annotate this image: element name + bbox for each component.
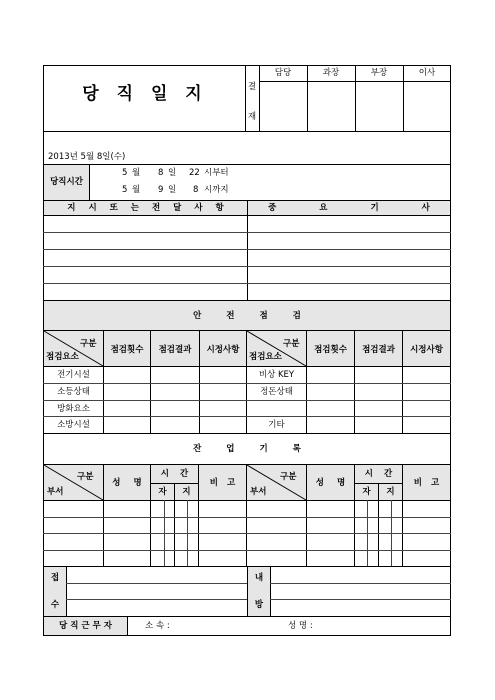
duty-end-day[interactable]: 9 <box>158 185 164 195</box>
safety-col-fix-right: 시정사항 <box>410 345 443 355</box>
visit-area[interactable] <box>271 567 451 616</box>
page-title: 당 직 일 지 <box>82 84 208 104</box>
overtime-to-right: 지 <box>386 487 395 497</box>
approval-label-top: 결 <box>247 82 257 92</box>
duty-end-month-unit: 월 <box>132 185 141 195</box>
receipt-label-top: 접 <box>50 573 60 583</box>
overtime-time-header-left: 시 간 <box>160 469 189 479</box>
footer-name-field[interactable] <box>320 617 445 635</box>
safety-item-firefighting: 소방시설 <box>57 420 90 430</box>
important-area[interactable] <box>248 216 450 300</box>
overtime-note-header-left: 비 고 <box>209 478 236 488</box>
approval-role-manager-in-charge: 담당 <box>274 68 292 78</box>
safety-right-corner-bottom: 점검요소 <box>249 352 282 362</box>
approval-role-dept-head: 부장 <box>370 68 388 78</box>
overtime-right-corner-bottom: 부서 <box>250 487 267 497</box>
important-header: 중 요 기 사 <box>268 203 430 213</box>
duty-start-hour[interactable]: 22 <box>189 168 200 178</box>
receipt-label-bottom: 수 <box>50 600 60 610</box>
duty-start-month[interactable]: 5 <box>122 168 128 178</box>
duty-start-suffix: 시부터 <box>204 168 229 178</box>
safety-col-fix-left: 시정사항 <box>206 345 240 355</box>
duty-start-month-unit: 월 <box>132 168 141 178</box>
signature-box-4[interactable] <box>404 82 450 131</box>
safety-left-corner-top: 구분 <box>80 339 97 349</box>
safety-item-fire-prevention: 방화요소 <box>57 404 90 414</box>
duty-end-month[interactable]: 5 <box>122 185 128 195</box>
receipt-area[interactable] <box>67 567 247 616</box>
approval-role-section-chief: 과장 <box>322 68 340 78</box>
overtime-left-corner-bottom: 부서 <box>47 487 64 497</box>
overtime-to-left: 지 <box>182 487 191 497</box>
safety-col-count-right: 점검횟수 <box>314 345 347 355</box>
visit-label-bottom: 방 <box>254 600 264 610</box>
overtime-from-right: 자 <box>362 487 371 497</box>
safety-col-result-right: 점검결과 <box>362 345 395 355</box>
footer-affiliation-label: 소 속 : <box>145 621 170 631</box>
duty-time-label: 당직시간 <box>50 177 83 187</box>
visit-label-top: 내 <box>254 573 264 583</box>
safety-item-other: 기타 <box>268 420 285 430</box>
date-line: 2013년 5월 8일(수) <box>48 152 126 162</box>
signature-box-2[interactable] <box>308 82 354 131</box>
safety-left-corner-bottom: 점검요소 <box>46 352 79 362</box>
duty-start-day-unit: 일 <box>168 168 177 178</box>
safety-right-corner-top: 구분 <box>283 339 300 349</box>
footer-duty-worker-label: 당 직 근 무 자 <box>59 621 112 631</box>
overtime-left-corner-top: 구분 <box>77 472 94 482</box>
duty-start-day[interactable]: 8 <box>158 168 164 178</box>
instructions-area[interactable] <box>44 216 247 300</box>
signature-box-3[interactable] <box>356 82 402 131</box>
overtime-right-corner-top: 구분 <box>280 472 297 482</box>
safety-item-lights: 소등상태 <box>57 387 90 397</box>
safety-item-electrical: 전기시설 <box>57 370 90 380</box>
approval-role-director: 이사 <box>418 68 436 78</box>
overtime-from-left: 자 <box>158 487 167 497</box>
signature-box-1[interactable] <box>260 82 306 131</box>
footer-affiliation-field[interactable] <box>185 617 280 635</box>
duty-end-day-unit: 일 <box>168 185 177 195</box>
overtime-name-header-right: 성 명 <box>315 478 346 488</box>
duty-end-suffix: 시까지 <box>204 185 229 195</box>
footer-name-label: 성 명 : <box>288 621 313 631</box>
overtime-note-header-right: 비 고 <box>413 478 440 488</box>
overtime-title: 잔 업 기 록 <box>193 444 301 454</box>
safety-col-result-left: 점검결과 <box>158 345 192 355</box>
overtime-time-header-right: 시 간 <box>364 469 393 479</box>
safety-col-count-left: 점검횟수 <box>110 345 144 355</box>
duty-end-hour[interactable]: 8 <box>193 185 199 195</box>
safety-item-emergency-key: 비상 KEY <box>258 370 295 380</box>
overtime-name-header-left: 성 명 <box>112 478 142 488</box>
safety-title: 안 전 점 검 <box>193 311 301 321</box>
instructions-header: 지 시 또 는 전 달 사 항 <box>67 203 224 213</box>
approval-label-bottom: 재 <box>247 112 257 122</box>
safety-item-tidiness: 정돈상태 <box>260 387 293 397</box>
